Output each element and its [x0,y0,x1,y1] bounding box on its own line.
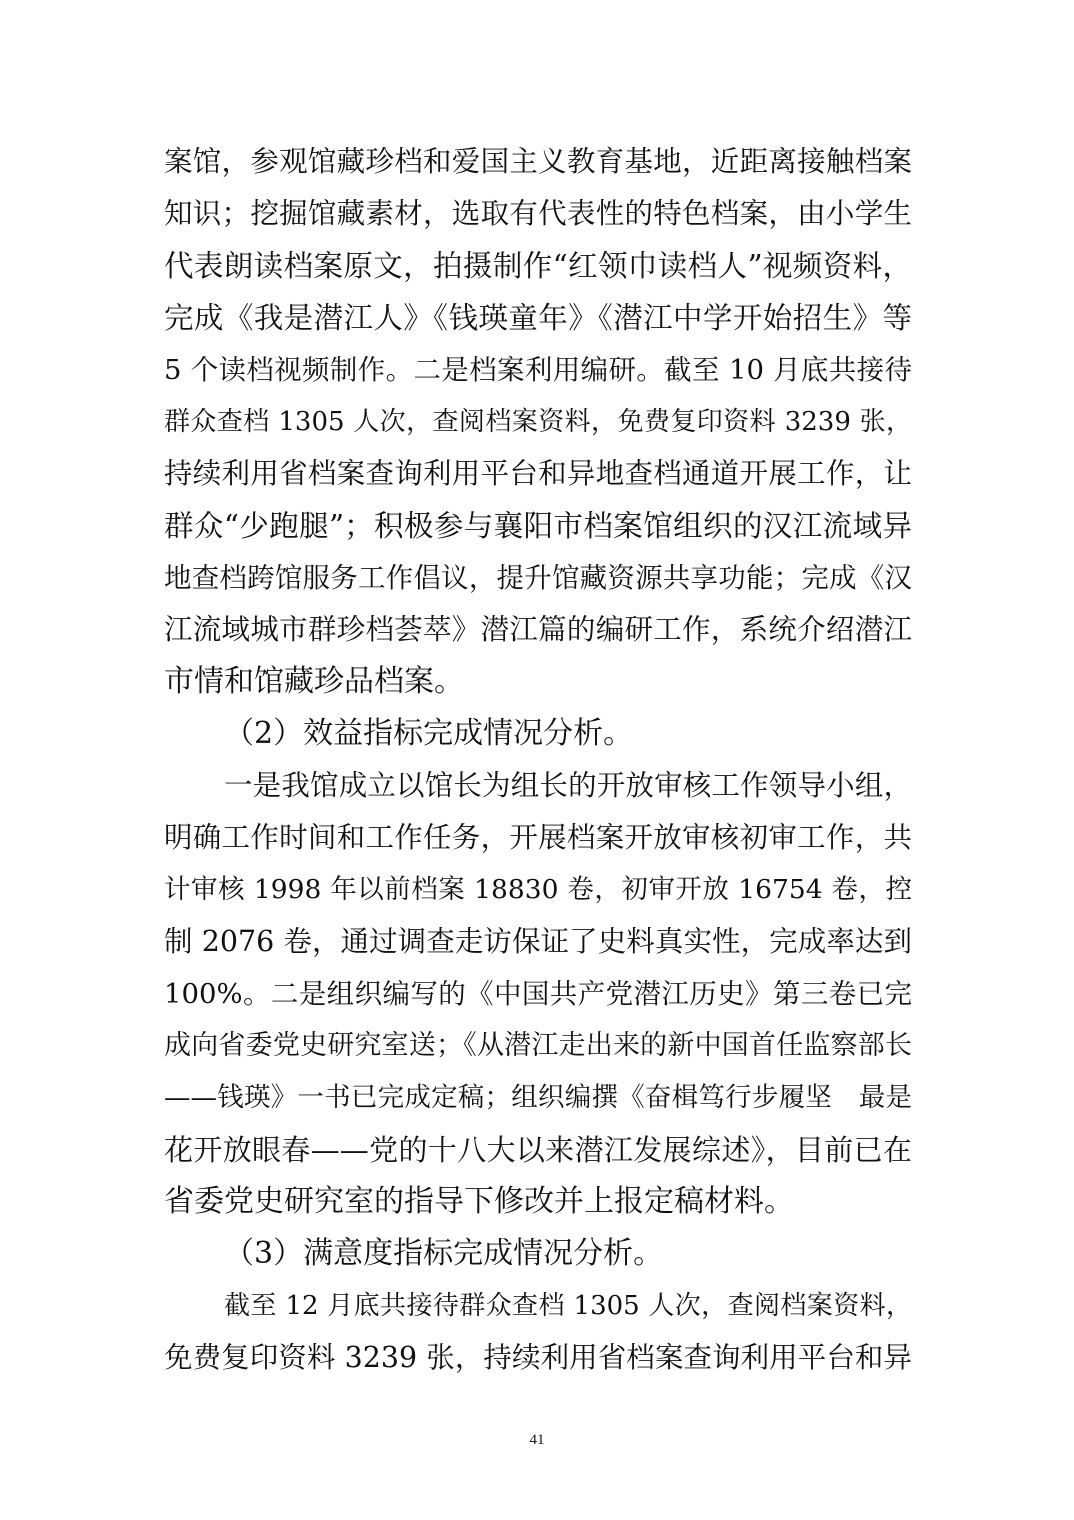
paragraph-line: 知识；挖掘馆藏素材，选取有代表性的特色档案，由小学生 [164,197,912,230]
paragraph-line: 完成《我是潜江人》《钱瑛童年》《潜江中学开始招生》等 [164,301,912,335]
paragraph-line: 群众查档 1305 人次，查阅档案资料，免费复印资料 3239 张， [164,407,912,437]
paragraph-line: 地查档跨馆服务工作倡议，提升馆藏资源共享功能；完成《汉 [164,562,912,594]
paragraph-line: 成向省委党史研究室送；《从潜江走出来的新中国首任监察部长 [164,1030,912,1061]
paragraph-line: ——钱瑛》一书已完成定稿；组织编撰《奋楫笃行步履坚 最是 [164,1082,912,1113]
paragraph-line: 花开放眼春——党的十八大以来潜江发展综述》，目前已在 [164,1133,912,1167]
paragraph-line: 案馆，参观馆藏珍档和爱国主义教育基地，近距离接触档案 [164,145,912,178]
paragraph-line: 计审核 1998 年以前档案 18830 卷，初审开放 16754 卷，控 [164,874,912,905]
paragraph-line: 免费复印资料 3239 张，持续利用省档案查询利用平台和异 [164,1341,912,1374]
paragraph-line: 制 2076 卷，通过调查走访保证了史料真实性，完成率达到 [164,925,912,958]
paragraph-line: 一是我馆成立以馆长为组长的开放审核工作领导小组， [224,769,912,802]
section-heading-3: （3）满意度指标完成情况分析。 [224,1236,664,1271]
paragraph-line: 群众“少跑腿”；积极参与襄阳市档案馆组织的汉江流域异 [164,509,912,543]
paragraph-line: 省委党史研究室的指导下修改并上报定稿材料。 [164,1184,794,1219]
paragraph-line: 代表朗读档案原文，拍摄制作“红领巾读档人”视频资料， [164,249,912,283]
paragraph-line: 截至 12 月底共接待群众查档 1305 人次，查阅档案资料， [224,1291,912,1321]
paragraph-line: 明确工作时间和工作任务，开展档案开放审核初审工作，共 [164,821,912,854]
page-number: 41 [529,1432,545,1448]
paragraph-line: 江流域城市群珍档荟萃》潜江篇的编研工作，系统介绍潜江 [164,613,912,646]
paragraph-line: 100%。二是组织编写的《中国共产党潜江历史》第三卷已完 [164,978,912,1010]
paragraph-line: 持续利用省档案查询利用平台和异地查档通道开展工作，让 [164,457,912,490]
paragraph-line: 5 个读档视频制作。二是档案利用编研。截至 10 月底共接待 [164,354,912,386]
section-heading-2: （2）效益指标完成情况分析。 [224,716,634,751]
paragraph-line: 市情和馆藏珍品档案。 [164,664,464,699]
